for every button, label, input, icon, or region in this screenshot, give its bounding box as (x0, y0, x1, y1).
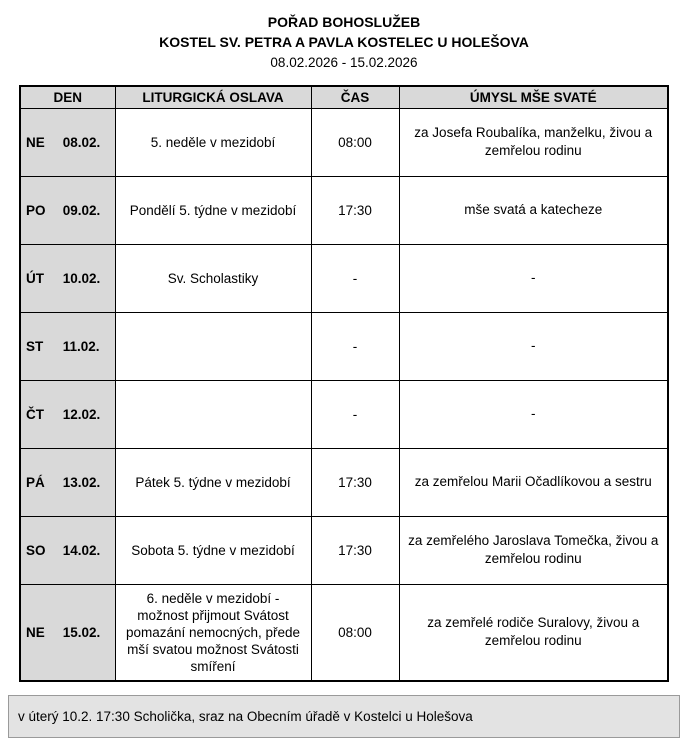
table-row (20, 448, 668, 516)
day-date: 13.02. (62, 474, 101, 490)
day-abbreviation: ČT (26, 406, 44, 422)
cell-day (20, 380, 115, 448)
cell-mass-intention: za zemřelou Marii Očadlíkovou a sestru (399, 448, 668, 516)
day-date: 10.02. (62, 270, 101, 286)
cell-mass-intention: za Josefa Roubalíka, manželku, živou a zemřelou rodinu (399, 108, 668, 176)
cell-time: - (311, 312, 399, 380)
header-row (20, 86, 668, 108)
cell-liturgical-celebration: Pátek 5. týdne v mezidobí (115, 448, 311, 516)
cell-liturgical-celebration: Sobota 5. týdne v mezidobí (115, 516, 311, 584)
table-row (20, 584, 668, 681)
document-title: POŘAD BOHOSLUŽEB (267, 14, 421, 30)
day-date: 15.02. (62, 624, 101, 640)
cell-time: 17:30 (311, 448, 399, 516)
day-abbreviation: NE (26, 624, 45, 640)
day-abbreviation: PO (26, 202, 46, 218)
cell-time: - (311, 380, 399, 448)
table-row (20, 312, 668, 380)
cell-time: 08:00 (311, 584, 399, 681)
cell-day (20, 244, 115, 312)
cell-mass-intention: - (399, 380, 668, 448)
column-header-time: ČAS (311, 86, 399, 108)
cell-day (20, 312, 115, 380)
cell-day (20, 108, 115, 176)
day-date: 09.02. (62, 202, 101, 218)
day-abbreviation: ÚT (26, 270, 44, 286)
day-date: 14.02. (62, 542, 101, 558)
day-abbreviation: SO (26, 542, 46, 558)
cell-time: - (311, 244, 399, 312)
day-date: 11.02. (62, 338, 100, 354)
column-header-day: DEN (20, 86, 115, 108)
cell-liturgical-celebration: 6. neděle v mezidobí - možnost přijmout Svátost pomazání nemocných, přede mší svatou možnost Svátosti smíření (115, 584, 311, 681)
table-row (20, 108, 668, 176)
column-header-mass-intention: ÚMYSL MŠE SVATÉ (399, 86, 668, 108)
cell-mass-intention: - (399, 244, 668, 312)
footer-note: v úterý 10.2. 17:30 Scholička, sraz na Obecním úřadě v Kostelci u Holešova (8, 695, 680, 738)
cell-liturgical-celebration: Sv. Scholastiky (115, 244, 311, 312)
day-abbreviation: ST (26, 338, 44, 354)
table-row (20, 244, 668, 312)
cell-time: 17:30 (311, 176, 399, 244)
table-row (20, 380, 668, 448)
cell-day (20, 448, 115, 516)
cell-mass-intention: za zemřelé rodiče Suralovy, živou a zemřelou rodinu (399, 584, 668, 681)
date-range: 08.02.2026 - 15.02.2026 (270, 55, 418, 70)
column-header-liturgical-celebration: LITURGICKÁ OSLAVA (115, 86, 311, 108)
day-date: 08.02. (62, 134, 101, 150)
cell-day (20, 584, 115, 681)
table-row (20, 516, 668, 584)
day-abbreviation: PÁ (26, 474, 45, 490)
cell-time: 08:00 (311, 108, 399, 176)
cell-liturgical-celebration: Pondělí 5. týdne v mezidobí (115, 176, 311, 244)
church-name: KOSTEL SV. PETRA A PAVLA KOSTELEC U HOLEŠOVA (159, 34, 529, 50)
cell-mass-intention: mše svatá a katecheze (399, 176, 668, 244)
table-row (20, 176, 668, 244)
cell-mass-intention: - (399, 312, 668, 380)
cell-liturgical-celebration (115, 312, 311, 380)
cell-mass-intention: za zemřelého Jaroslava Tomečka, živou a zemřelou rodinu (399, 516, 668, 584)
day-abbreviation: NE (26, 134, 45, 150)
document-header (0, 0, 688, 72)
cell-time: 17:30 (311, 516, 399, 584)
cell-liturgical-celebration: 5. neděle v mezidobí (115, 108, 311, 176)
cell-day (20, 516, 115, 584)
cell-liturgical-celebration (115, 380, 311, 448)
day-date: 12.02. (62, 406, 101, 422)
cell-day (20, 176, 115, 244)
schedule-table (19, 85, 669, 682)
